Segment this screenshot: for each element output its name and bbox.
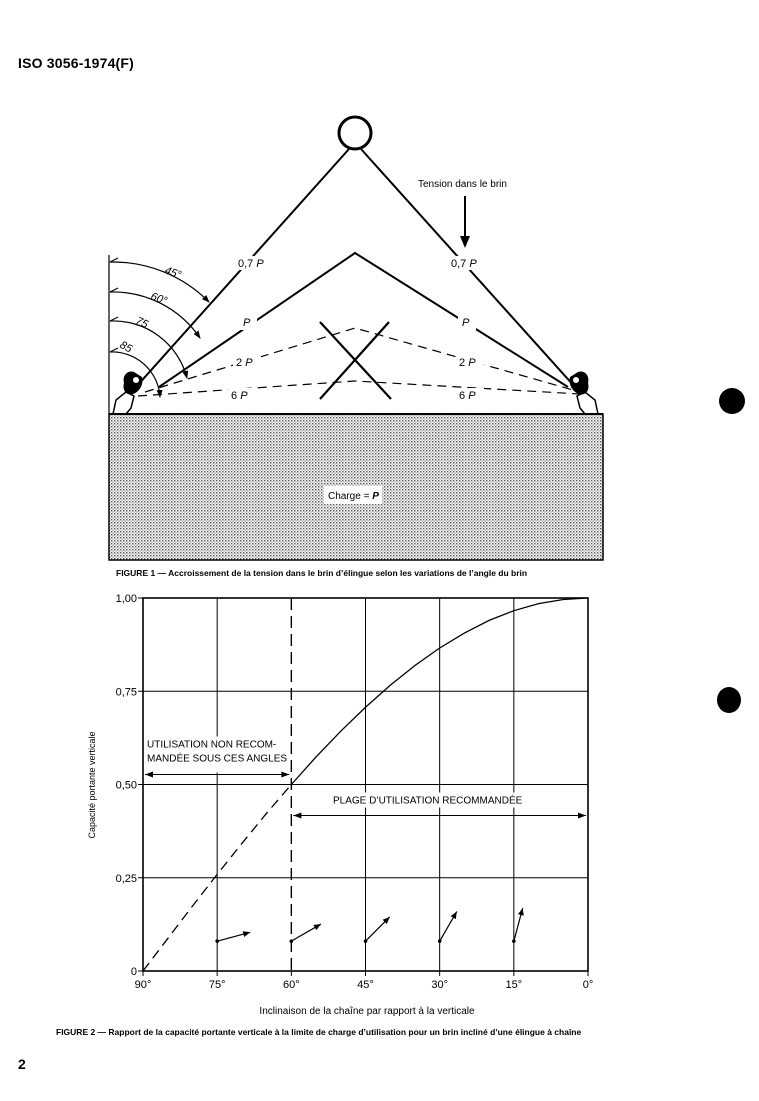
annotation-recommended: PLAGE D’UTILISATION RECOMMANDÉE	[333, 795, 523, 807]
figure1-caption: FIGURE 1 — Accroissement de la tension dans le brin d’élingue selon les variations de l’angle du brin	[116, 568, 528, 578]
x-tick-label: 60°	[283, 979, 300, 991]
x-tick-label: 90°	[134, 979, 152, 991]
right-bracket	[577, 392, 598, 414]
left-hook-icon	[123, 372, 142, 395]
load-label: Charge = P	[328, 491, 379, 502]
punch-hole-bottom	[717, 687, 741, 713]
angle-label-75: 75	[133, 314, 150, 331]
document-header: ISO 3056-1974(F)	[18, 55, 135, 71]
figure2-chart	[0, 585, 759, 1025]
sling-label-right-2: P	[462, 317, 470, 329]
angle-label-45: 45°	[162, 264, 183, 282]
inclination-arrow-icon	[290, 924, 321, 943]
sling-60	[159, 253, 568, 387]
sling-label-left-4: 6 P	[231, 390, 248, 402]
chart-ticks	[116, 593, 594, 991]
chart-direction-arrows	[215, 908, 523, 943]
page-number: 2	[18, 1056, 26, 1072]
inclination-arrow-icon	[438, 912, 457, 943]
right-hook-icon	[569, 372, 588, 395]
chart-y-axis-label: Capacité portante verticale	[87, 731, 97, 839]
figure2-caption: FIGURE 2 — Rapport de la capacité portante verticale à la limite de charge d’utilisation pour un brin incliné d’une élingue à chaîne	[56, 1027, 582, 1037]
inclination-arrow-icon	[215, 931, 250, 943]
x-tick-label: 45°	[357, 979, 374, 991]
sling-label-right-1: 0,7 P	[451, 258, 477, 270]
lifting-ring	[339, 117, 371, 149]
sling-label-right-3: 2 P	[459, 357, 476, 369]
sling-label-left-3: 2 P	[236, 357, 253, 369]
annotation-not-recommended-line2: MANDÉE SOUS CES ANGLES	[147, 753, 288, 765]
y-tick-label: 0,25	[115, 872, 137, 885]
y-tick-label: 1,00	[115, 593, 137, 605]
inclination-arrow-icon	[364, 917, 390, 943]
sling-75	[145, 328, 573, 392]
y-tick-label: 0,50	[115, 779, 137, 792]
sling-label-right-4: 6 P	[459, 390, 476, 402]
x-tick-label: 15°	[505, 979, 523, 991]
annotation-not-recommended-line1: UTILISATION NON RECOM-	[147, 739, 277, 751]
angle-label-60: 60°	[148, 290, 169, 308]
chart-x-axis-label: Inclinaison de la chaîne par rapport à la verticale	[259, 1006, 475, 1017]
x-tick-label: 0°	[582, 979, 594, 991]
x-tick-label: 75°	[208, 979, 226, 991]
tension-label: Tension dans le brin	[418, 179, 507, 190]
y-tick-label: 0	[130, 966, 137, 978]
left-bracket	[113, 392, 134, 414]
punch-hole-top	[719, 388, 745, 414]
sling-label-left-2: P	[243, 317, 251, 329]
sling-85	[138, 381, 580, 396]
sling-label-left-1: 0,7 P	[238, 258, 264, 270]
arrowhead-right-rec	[578, 813, 586, 819]
y-tick-label: 0,75	[115, 686, 137, 699]
angle-label-85: 85	[117, 339, 135, 356]
x-tick-label: 30°	[431, 979, 448, 991]
arrowhead-left-rec	[293, 813, 301, 819]
